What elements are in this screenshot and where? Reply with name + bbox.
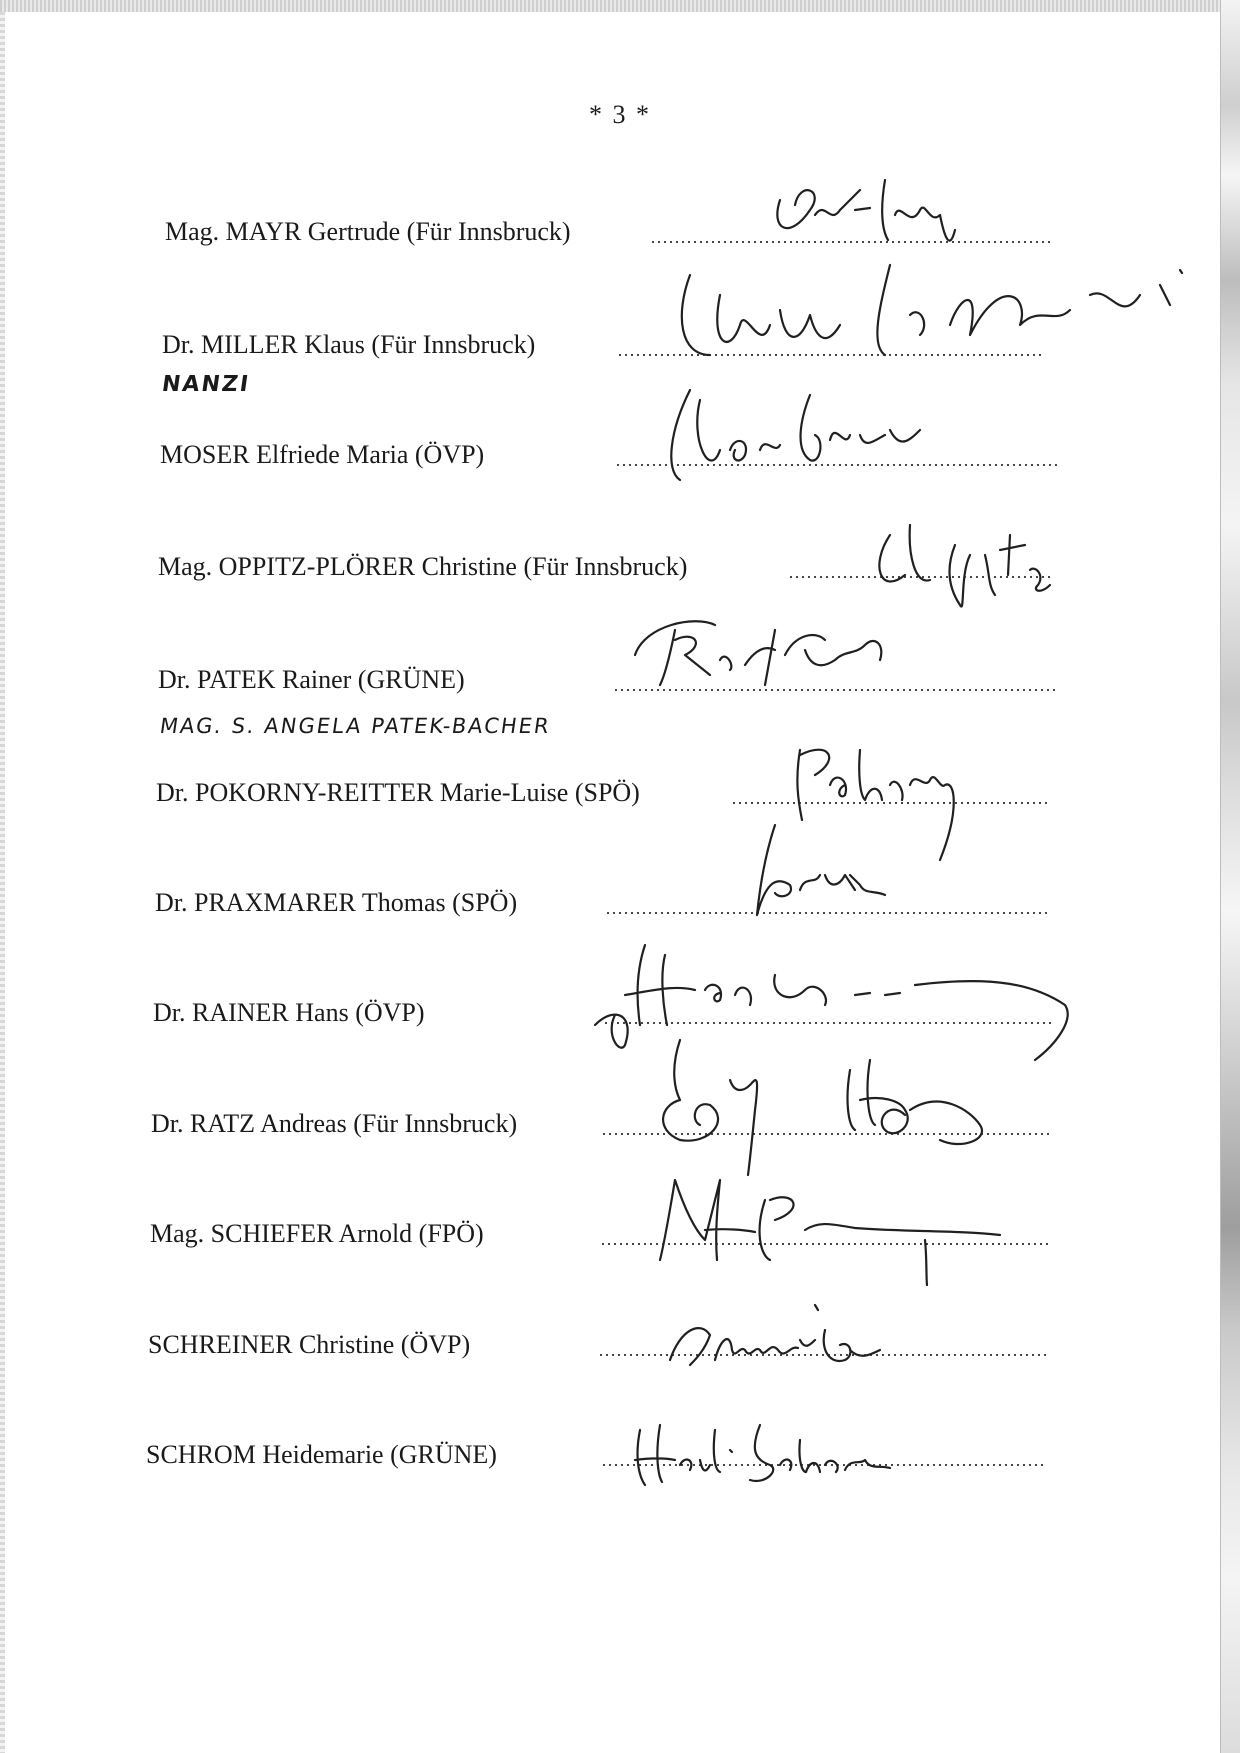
signature-line: [598, 1354, 1048, 1356]
signatory-row: [146, 1418, 1046, 1478]
signature-line: [617, 354, 1042, 356]
signatory-row: [165, 195, 1065, 255]
signature-line: [731, 802, 1051, 804]
signatory-name: MOSER Elfriede Maria (ÖVP): [160, 440, 485, 469]
signature-line: [601, 1464, 1046, 1466]
signature-line: [615, 464, 1060, 466]
handwritten-note: MAG. S. ANGELA PATEK-BACHER: [158, 714, 553, 738]
signatory-name: Dr. RAINER Hans (ÖVP): [153, 998, 425, 1027]
signatory-name: Mag. MAYR Gertrude (Für Innsbruck): [165, 217, 571, 246]
scan-edge-left: [0, 12, 5, 1753]
signature-line: [601, 1133, 1051, 1135]
signatory-name: Dr. PATEK Rainer (GRÜNE): [158, 665, 465, 694]
signatory-row: [155, 866, 1055, 926]
signatory-name: Dr. PRAXMARER Thomas (SPÖ): [155, 888, 518, 917]
signatory-row: [156, 756, 1056, 816]
signatory-name: Mag. OPPITZ-PLÖRER Christine (Für Innsbruck): [158, 552, 688, 581]
signatory-row: [153, 976, 1053, 1036]
signature-line: [613, 689, 1058, 691]
signatory-name: SCHREINER Christine (ÖVP): [148, 1330, 471, 1359]
signatory-row: [158, 530, 1058, 590]
signatory-row: [148, 1308, 1048, 1368]
signature-line: [605, 912, 1050, 914]
signatory-row: [150, 1197, 1050, 1257]
signature-line: [603, 1022, 1053, 1024]
signature-line: [600, 1243, 1050, 1245]
signatory-row: [160, 418, 1060, 478]
signatory-name: SCHROM Heidemarie (GRÜNE): [146, 1440, 497, 1469]
signatory-row: [162, 308, 1062, 368]
signature-line: [788, 576, 1053, 578]
signatory-name: Dr. RATZ Andreas (Für Innsbruck): [151, 1109, 518, 1138]
signatory-name: Mag. SCHIEFER Arnold (FPÖ): [150, 1219, 484, 1248]
signatory-name: Dr. POKORNY-REITTER Marie-Luise (SPÖ): [156, 778, 640, 807]
signature-line: [650, 241, 1050, 243]
signatory-row: [158, 643, 1058, 703]
signatory-name: Dr. MILLER Klaus (Für Innsbruck): [162, 330, 536, 359]
scan-edge-right: [1220, 0, 1240, 1753]
signatory-row: [151, 1087, 1051, 1147]
handwritten-note: NANZI: [160, 372, 252, 397]
page-number: * 3 *: [589, 100, 651, 129]
scan-edge-top: [0, 0, 1240, 12]
